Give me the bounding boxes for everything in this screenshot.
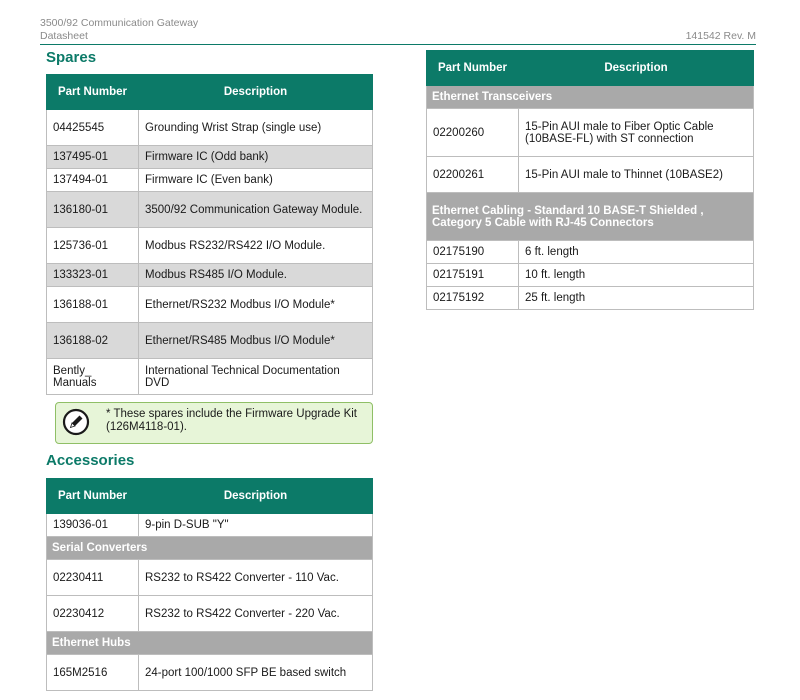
table-row: [47, 228, 373, 264]
part-number-cell: 136180-01: [47, 192, 139, 228]
description-cell: Modbus RS485 I/O Module.: [139, 264, 373, 287]
spares-heading: Spares: [46, 49, 97, 66]
description-cell: 9-pin D-SUB "Y": [139, 514, 373, 537]
description-cell: 15-Pin AUI male to Thinnet (10BASE2): [519, 157, 754, 193]
group-label: Ethernet Hubs: [47, 632, 373, 655]
part-number-cell: 02200261: [427, 157, 519, 193]
table-row: [47, 560, 373, 596]
document-subtitle: Datasheet: [40, 30, 88, 42]
table-row: [47, 264, 373, 287]
description-cell: International Technical Documentation DVD: [139, 359, 373, 395]
description-cell: RS232 to RS422 Converter - 220 Vac.: [139, 596, 373, 632]
column-header-part-number: Part Number: [47, 75, 139, 110]
description-cell: RS232 to RS422 Converter - 110 Vac.: [139, 560, 373, 596]
description-cell: Firmware IC (Even bank): [139, 169, 373, 192]
table-row: [427, 157, 754, 193]
description-cell: Grounding Wrist Strap (single use): [139, 110, 373, 146]
table-row: [427, 241, 754, 264]
description-cell: 15-Pin AUI male to Fiber Optic Cable (10BASE-FL) with ST connection: [519, 109, 754, 157]
accessories-table: [46, 478, 373, 691]
part-number-cell: 02230412: [47, 596, 139, 632]
part-number-cell: 139036-01: [47, 514, 139, 537]
ethernet-table: [426, 50, 754, 310]
part-number-cell: 02230411: [47, 560, 139, 596]
part-number-cell: 02175191: [427, 264, 519, 287]
table-row: [47, 514, 373, 537]
part-number-cell: 136188-01: [47, 287, 139, 323]
pencil-icon: [62, 408, 90, 436]
table-row: [47, 596, 373, 632]
spares-header-row: [47, 75, 373, 110]
group-row-serial-converters: [47, 537, 373, 560]
part-number-cell: 165M2516: [47, 655, 139, 691]
description-cell: Ethernet/RS232 Modbus I/O Module*: [139, 287, 373, 323]
description-cell: 10 ft. length: [519, 264, 754, 287]
part-number-cell: Bently_ Manuals: [47, 359, 139, 395]
note-box: [55, 402, 373, 444]
group-row-ethernet-transceivers: [427, 86, 754, 109]
document-revision: 141542 Rev. M: [685, 30, 756, 42]
part-number-cell: 137494-01: [47, 169, 139, 192]
description-cell: 6 ft. length: [519, 241, 754, 264]
accessories-heading: Accessories: [46, 452, 135, 469]
document-title: 3500/92 Communication Gateway: [40, 17, 199, 29]
ethernet-header-row: [427, 51, 754, 86]
table-row: [47, 169, 373, 192]
table-row: [47, 146, 373, 169]
table-row: [47, 655, 373, 691]
table-row: [47, 287, 373, 323]
table-row: [47, 110, 373, 146]
part-number-cell: 133323-01: [47, 264, 139, 287]
table-row: [427, 287, 754, 310]
group-label: Serial Converters: [47, 537, 373, 560]
table-row: [47, 323, 373, 359]
column-header-part-number: Part Number: [427, 51, 519, 86]
table-row: [427, 264, 754, 287]
part-number-cell: 04425545: [47, 110, 139, 146]
part-number-cell: 137495-01: [47, 146, 139, 169]
column-header-description: Description: [139, 75, 373, 110]
description-cell: Ethernet/RS485 Modbus I/O Module*: [139, 323, 373, 359]
description-cell: Firmware IC (Odd bank): [139, 146, 373, 169]
description-cell: 25 ft. length: [519, 287, 754, 310]
part-number-cell: 02200260: [427, 109, 519, 157]
group-label: Ethernet Cabling - Standard 10 BASE-T Shielded , Category 5 Cable with RJ-45 Connectors: [427, 193, 754, 241]
part-number-cell: 136188-02: [47, 323, 139, 359]
part-number-cell: 125736-01: [47, 228, 139, 264]
accessories-header-row: [47, 479, 373, 514]
group-row-ethernet-cabling: [427, 193, 754, 241]
description-cell: Modbus RS232/RS422 I/O Module.: [139, 228, 373, 264]
spares-table: [46, 74, 373, 395]
part-number-cell: 02175190: [427, 241, 519, 264]
description-cell: 24-port 100/1000 SFP BE based switch: [139, 655, 373, 691]
column-header-part-number: Part Number: [47, 479, 139, 514]
group-row-ethernet-hubs: [47, 632, 373, 655]
note-text: * These spares include the Firmware Upgrade Kit (126M4118-01).: [106, 408, 357, 433]
column-header-description: Description: [139, 479, 373, 514]
table-row: [47, 192, 373, 228]
description-cell: 3500/92 Communication Gateway Module.: [139, 192, 373, 228]
group-label: Ethernet Transceivers: [427, 86, 754, 109]
table-row: [47, 359, 373, 395]
column-header-description: Description: [519, 51, 754, 86]
table-row: [427, 109, 754, 157]
part-number-cell: 02175192: [427, 287, 519, 310]
header-rule: [40, 44, 756, 45]
